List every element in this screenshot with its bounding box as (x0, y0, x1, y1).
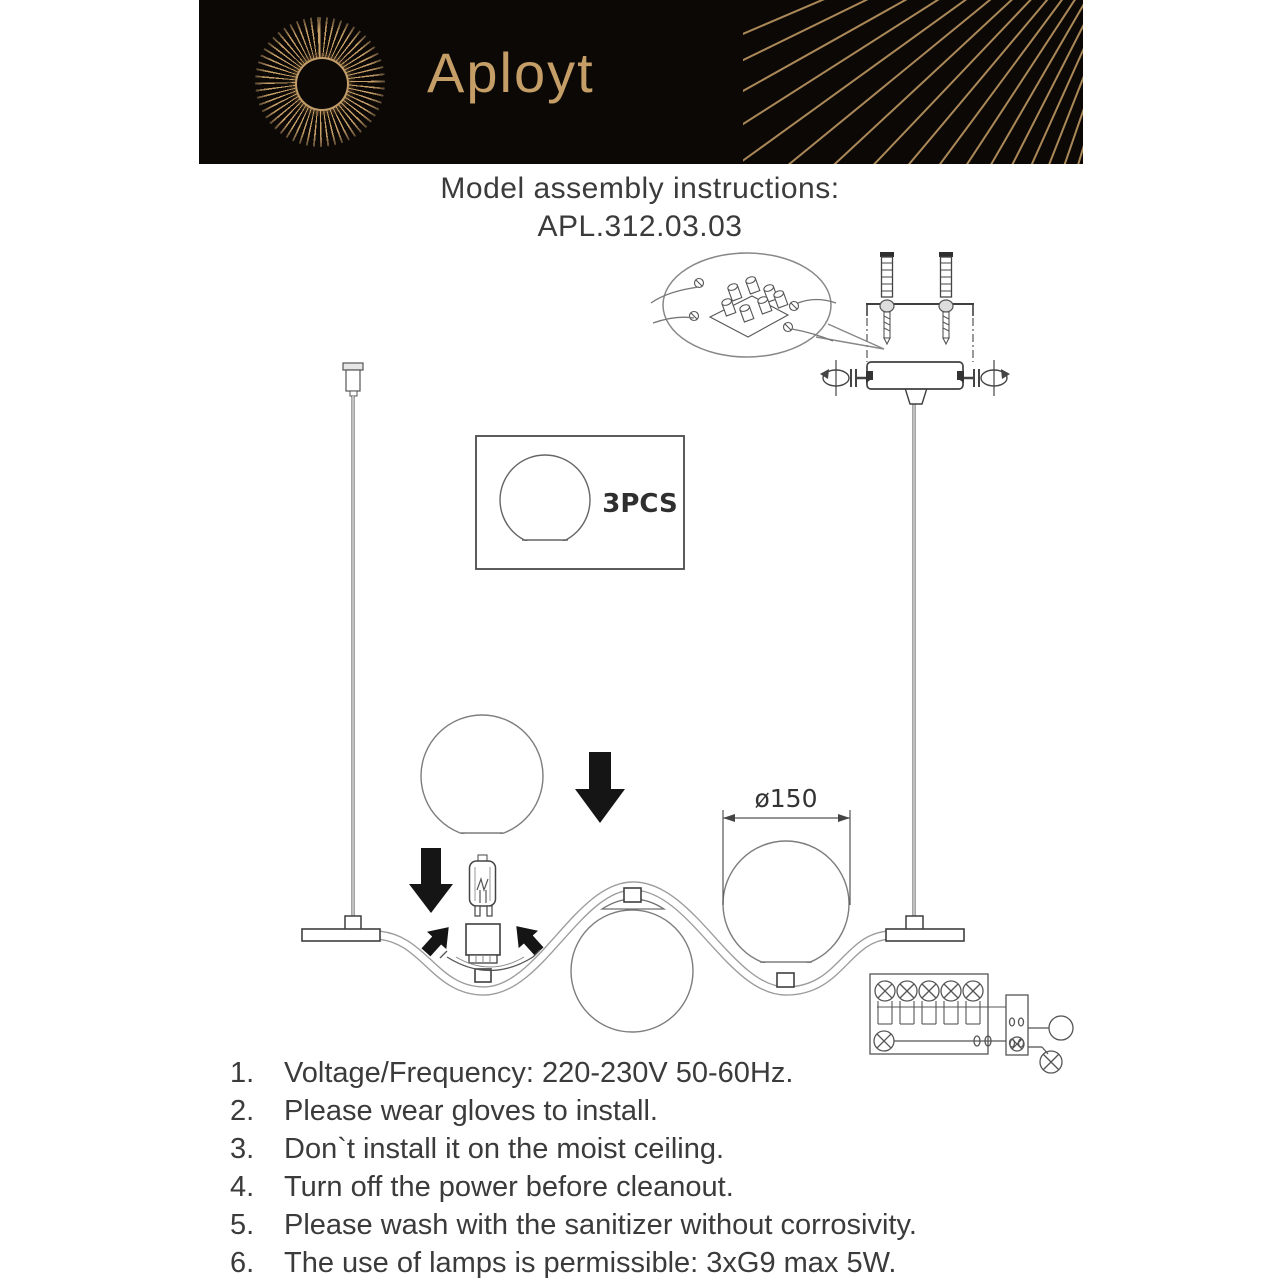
ceiling-canopy (866, 362, 964, 404)
item-number: 3. (230, 1133, 255, 1165)
item-number: 4. (230, 1171, 255, 1203)
wall-anchor-right (939, 252, 953, 344)
instruction-list (230, 1054, 1230, 1280)
item-text: The use of lamps is permissible: 3xG9 max 5W. (284, 1247, 897, 1279)
down-arrow-icon (409, 848, 453, 913)
item-text: Turn off the power before cleanout. (284, 1171, 734, 1203)
item-number: 6. (230, 1247, 255, 1279)
instruction-item (230, 1244, 1230, 1280)
terminal-block-callout (651, 253, 884, 357)
down-arrow-icon (575, 752, 625, 823)
instruction-item (230, 1206, 1230, 1244)
brand-name: Aployt (427, 41, 595, 104)
right-globe (723, 841, 849, 972)
page-title: Model assembly instructions: (440, 172, 840, 205)
parts-box (476, 436, 684, 569)
middle-globe (571, 899, 693, 1032)
item-text: Please wear gloves to install. (284, 1095, 658, 1127)
mounting-bracket (866, 252, 974, 362)
side-screw-right (957, 360, 1010, 396)
side-screw-left (820, 360, 873, 396)
diameter-label: ø150 (754, 784, 818, 813)
instruction-item (230, 1054, 1230, 1092)
parts-count-label: 3PCS (602, 489, 678, 519)
item-number: 5. (230, 1209, 255, 1241)
model-number: APL.312.03.03 (537, 210, 743, 243)
right-suspension-rod (886, 402, 964, 941)
instruction-item (230, 1168, 1230, 1206)
item-text: Please wash with the sanitizer without corrosivity. (284, 1209, 917, 1241)
left-suspension-rod (302, 363, 380, 941)
item-text: Don`t install it on the moist ceiling. (284, 1133, 725, 1165)
wall-anchor-left (880, 252, 894, 344)
item-text: Voltage/Frequency: 220-230V 50-60Hz. (284, 1057, 794, 1089)
item-number: 2. (230, 1095, 255, 1127)
exploded-globe (421, 715, 543, 843)
g9-bulb (470, 855, 496, 916)
instruction-item (230, 1092, 1230, 1130)
instruction-item (230, 1130, 1230, 1168)
item-number: 1. (230, 1057, 255, 1089)
